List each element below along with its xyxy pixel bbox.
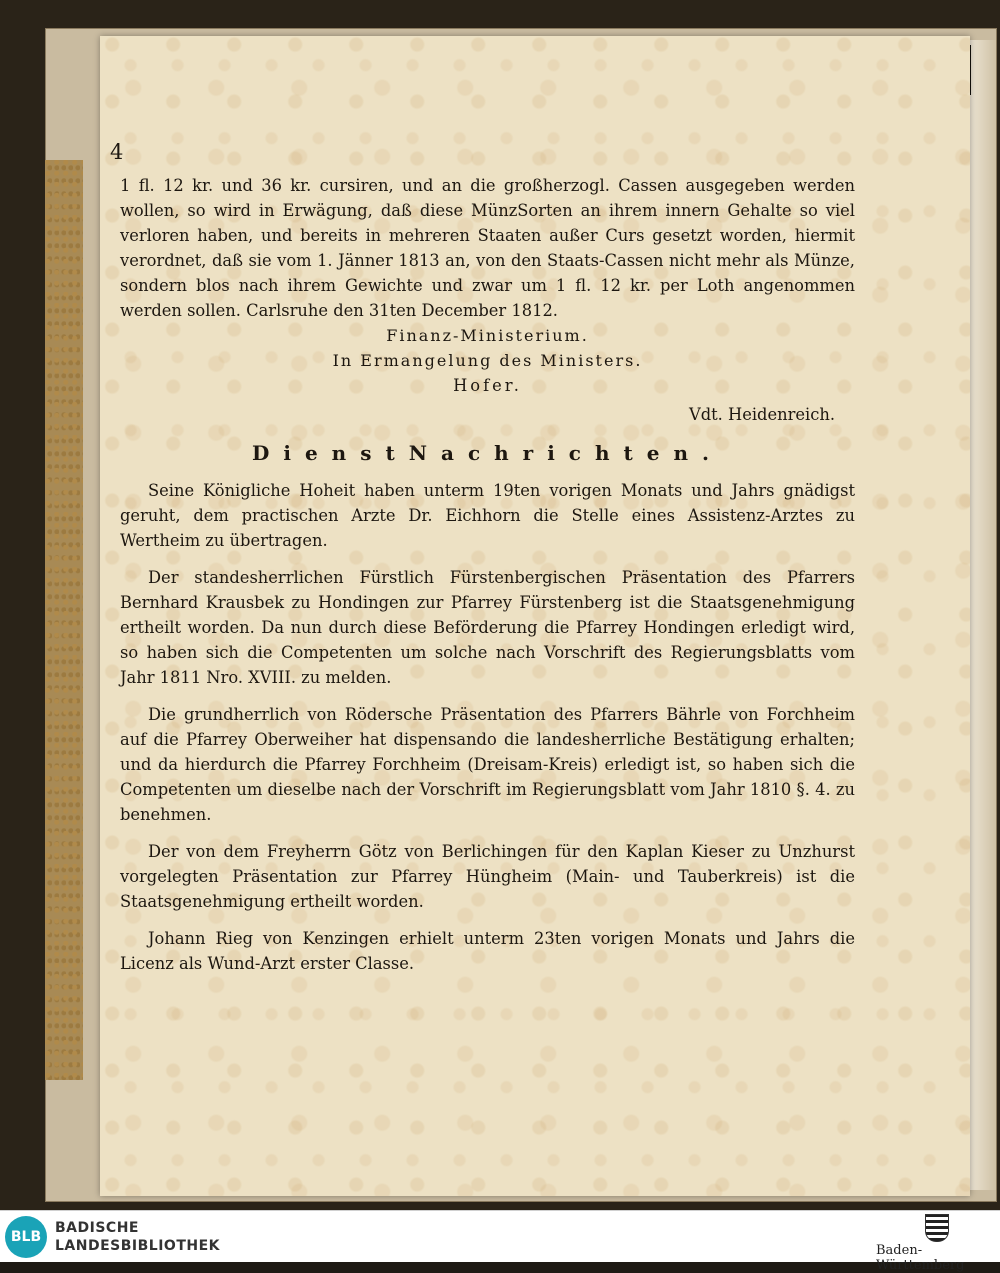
countersign-line: Vdt. Heidenreich. [688,405,835,424]
notice-paragraph: Seine Königliche Hoheit haben unterm 19ten vorigen Monats und Jahrs gnädigst geruht, dem practischen Arzte Dr. Eichhorn die Stelle eines Assistenz-Arztes zu Wertheim zu übertragen. [120,481,855,550]
notice-paragraph: Der standesherrlichen Fürstlich Fürstenbergischen Präsentation des Pfarrers Bernhard Krausbek zu Hondingen zur Pfarrey Fürstenberg ist die Staatsgenehmigung ertheilt worden. Da nun durch diese Beförderung die Pfarrey Hondingen erledigt wird, so haben sich die Competenten um solche nach Vorschrift des Regierungsblatts vom Jahr 1811 Nro. XVIII. zu melden. [120,568,855,687]
viewer-footer [0,1210,1000,1273]
notice-paragraph: Johann Rieg von Kenzingen erhielt unterm 23ten vorigen Monats und Jahrs die Licenz als Wund-Arzt erster Classe. [120,929,855,973]
section-heading: DienstNachrichten. [252,441,723,465]
notice-paragraph: Der von dem Freyherrn Götz von Berlichingen für den Kaplan Kieser zu Unzhurst vorgelegten Präsentation zur Pfarrey Hüngheim (Main- und Tauberkreis) ist die Staatsgenehmigung ertheilt worden. [120,842,855,911]
decree-text: 1 fl. 12 kr. und 36 kr. cursiren, und an die großherzogl. Cassen ausgegeben werden wollen, so wird in Erwägung, daß diese MünzSorten an ihrem innern Gehalte so viel verloren haben, und bereits in mehreren Staaten außer Curs gesetzt worden, hiermit verordnet, daß sie vom 1. Jänner 1813 an, von den Staats-Cassen nicht mehr als Münze, sondern blos nach ihrem Gewichte und zwar um 1 fl. 12 kr. per Loth angenommen werden sollen. Carlsruhe den 31ten December 1812. [120,176,855,320]
absence-line: In Ermangelung des Ministers. [332,351,643,370]
page-number: 4 [110,140,124,164]
coat-of-arms-icon [925,1214,949,1242]
state-name: Baden-Württemberg [876,1243,965,1273]
page-text [110,140,855,976]
signatory-line: Hofer. [453,376,522,395]
book-spine [45,160,83,1080]
ministry-line: Finanz-Ministerium. [386,326,589,345]
library-name [55,1219,220,1255]
notice-paragraph: Die grundherrlich von Rödersche Präsentation des Pfarrers Bährle von Forchheim auf die Pfarrey Oberweiher hat dispensando die landesherrliche Bestätigung erhalten; und da hierdurch die Pfarrey Forchheim (Dreisam-Kreis) erledigt ist, so haben sich die Competenten um dieselbe nach der Vorschrift im Regierungsblatt vom Jahr 1810 §. 4. zu benehmen. [120,705,855,824]
library-name-line1: BADISCHE [55,1220,139,1236]
library-name-line2: LANDESBIBLIOTHEK [55,1238,221,1254]
blb-logo: BLB [5,1216,47,1258]
